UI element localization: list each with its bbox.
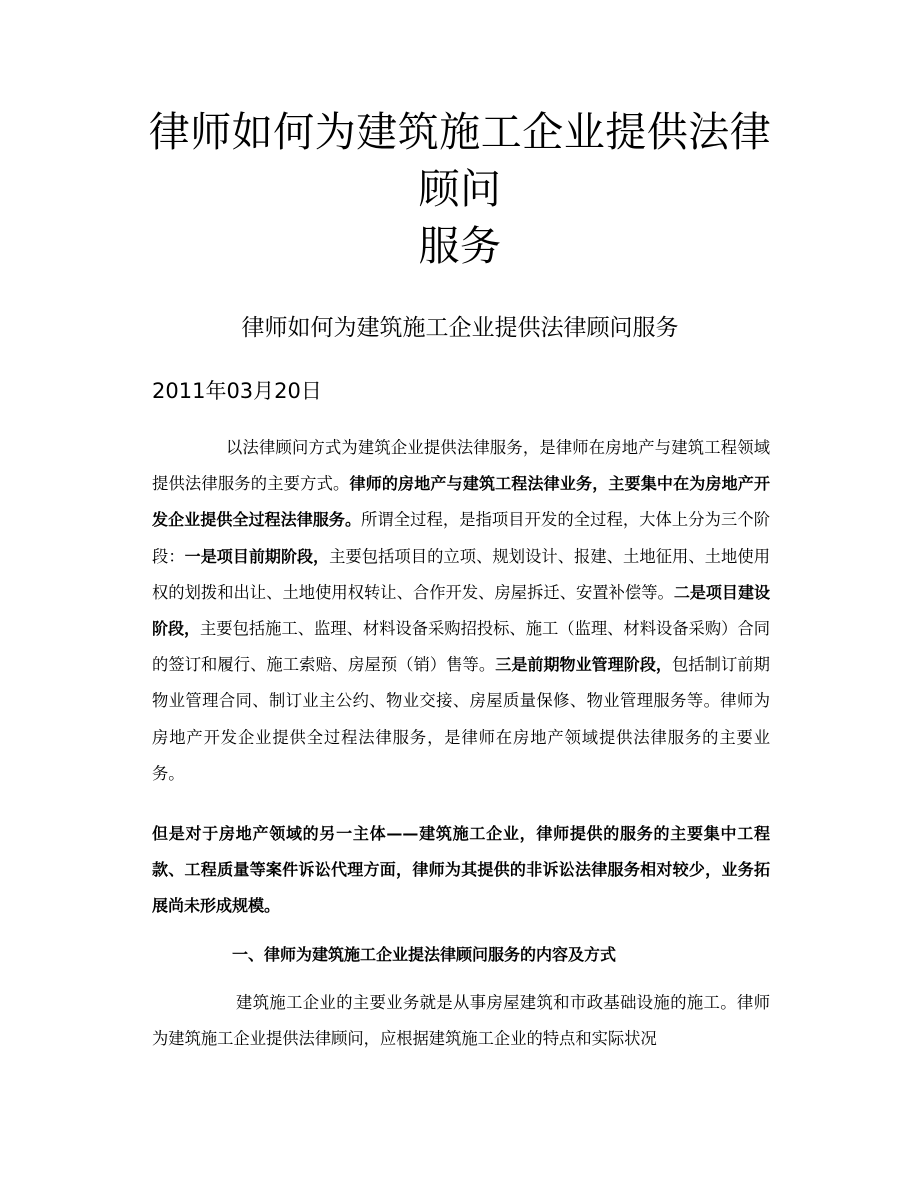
bold-paragraph: 但是对于房地产领域的另一主体——建筑施工企业，律师提供的服务的主要集中工程款、工程质量等案件诉讼代理方面，律师为其提供的非诉讼法律服务相对较少，业务拓展尚未形成规模。 <box>152 824 770 916</box>
para1-text-1: 以法律顾问方式为建筑企业提供法律服务，是律师在房地产与建筑工程领域提供法律服务的主要方式。 <box>152 438 770 494</box>
article-subtitle: 律师如何为建筑施工企业提供法律顾问服务 <box>241 315 679 341</box>
intro-paragraph <box>152 430 770 792</box>
para1-text-3: 主要包括项目的立项、规划设计、报建、土地征用、土地使用权的划拨和出让、土地使用权转让、合作开发、房屋拆迁、安置补偿等。 <box>152 546 770 602</box>
para1-text-5: 包括制订前期物业管理合同、制订业主公约、物业交接、房屋质量保修、物业管理服务等。律师为房地产开发企业提供全过程法律服务，是律师在房地产领域提供法律服务的主要业务。 <box>152 655 770 783</box>
section-heading-1: 一、律师为建筑施工企业提法律顾问服务的内容及方式 <box>232 945 617 964</box>
section1-paragraph: 建筑施工企业的主要业务就是从事房屋建筑和市政基础设施的施工。律师为建筑施工企业提供法律顾问，应根据建筑施工企业的特点和实际状况 <box>152 993 770 1049</box>
para1-bold-1: 律师的房地产与建筑工程法律业务，主要集中在为房地产开发企业提供全过程法律服务。 <box>152 474 770 530</box>
document-title-line2: 服务 <box>418 222 502 270</box>
para1-text-2: 所谓全过程，是指项目开发的全过程，大体上分为三个阶段： <box>152 510 770 566</box>
publish-date: 2011年03月20日 <box>152 379 322 403</box>
para1-bold-stage2: 二是项目建设阶段， <box>152 582 770 639</box>
document-title-line1: 律师如何为建筑施工企业提供法律顾问 <box>148 108 772 213</box>
para1-bold-stage3: 三是前期物业管理阶段， <box>495 655 672 675</box>
para1-text-4: 主要包括施工、监理、材料设备采购招投标、施工（监理、材料设备采购）合同的签订和履行、施工索赔、房屋预（销）售等。 <box>152 619 770 675</box>
para1-bold-stage1: 一是项目前期阶段， <box>184 546 330 566</box>
document-title <box>130 104 790 275</box>
